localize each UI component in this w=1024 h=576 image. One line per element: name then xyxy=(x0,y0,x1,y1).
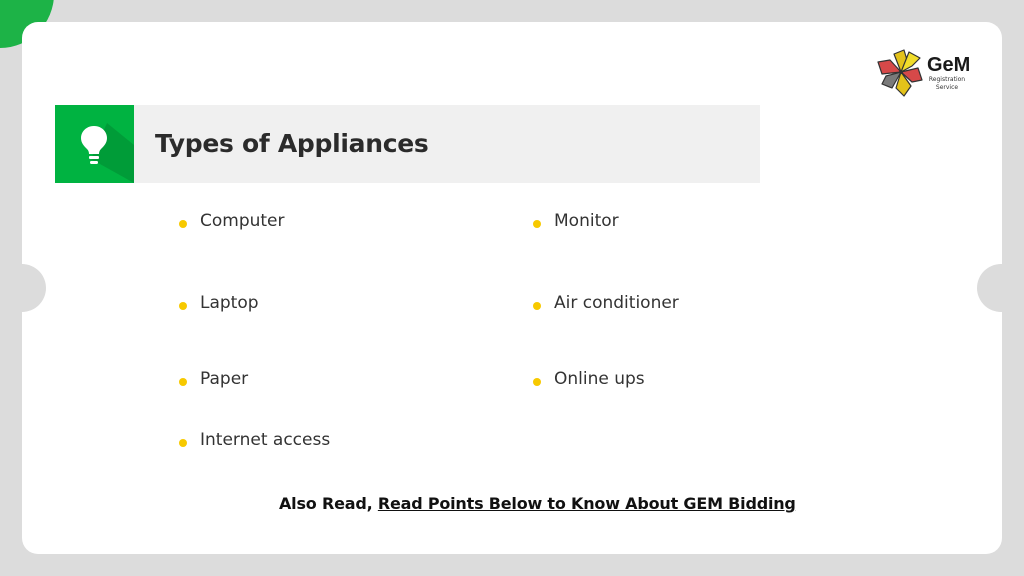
title-icon-box xyxy=(55,105,134,183)
list-item xyxy=(179,367,248,391)
logo-name: GeM xyxy=(927,54,971,76)
list-item-label: Monitor xyxy=(554,211,619,231)
decorative-notch-left xyxy=(0,264,46,312)
list-item-label: Air conditioner xyxy=(554,293,679,313)
also-read-line xyxy=(279,494,796,513)
list-item-label: Online ups xyxy=(554,369,645,389)
also-read-prefix: Also Read, xyxy=(279,494,378,513)
bullet-dot xyxy=(533,378,541,386)
bullet-dot xyxy=(533,220,541,228)
decorative-notch-right xyxy=(977,264,1024,312)
list-item xyxy=(533,209,619,233)
also-read-link[interactable]: Read Points Below to Know About GEM Bidding xyxy=(377,494,796,513)
bullet-dot xyxy=(533,302,541,310)
bullet-dot xyxy=(179,302,187,310)
list-item xyxy=(533,291,679,315)
list-item-label: Computer xyxy=(200,211,285,231)
list-item xyxy=(179,209,285,233)
bullet-dot xyxy=(179,439,187,447)
list-item xyxy=(179,291,259,315)
bullet-dot xyxy=(179,378,187,386)
bullet-dot xyxy=(179,220,187,228)
gem-logo xyxy=(876,48,976,98)
logo-subtitle: Registration Service xyxy=(928,76,966,91)
page-title: Types of Appliances xyxy=(155,129,429,158)
gem-logo-icon xyxy=(876,48,926,98)
list-item xyxy=(533,367,645,391)
list-item xyxy=(179,428,330,452)
list-item-label: Laptop xyxy=(200,293,259,313)
lightbulb-icon xyxy=(55,105,134,183)
list-item-label: Paper xyxy=(200,369,249,389)
title-bar xyxy=(55,105,760,183)
list-item-label: Internet access xyxy=(200,430,331,450)
slide-card xyxy=(22,22,1002,554)
